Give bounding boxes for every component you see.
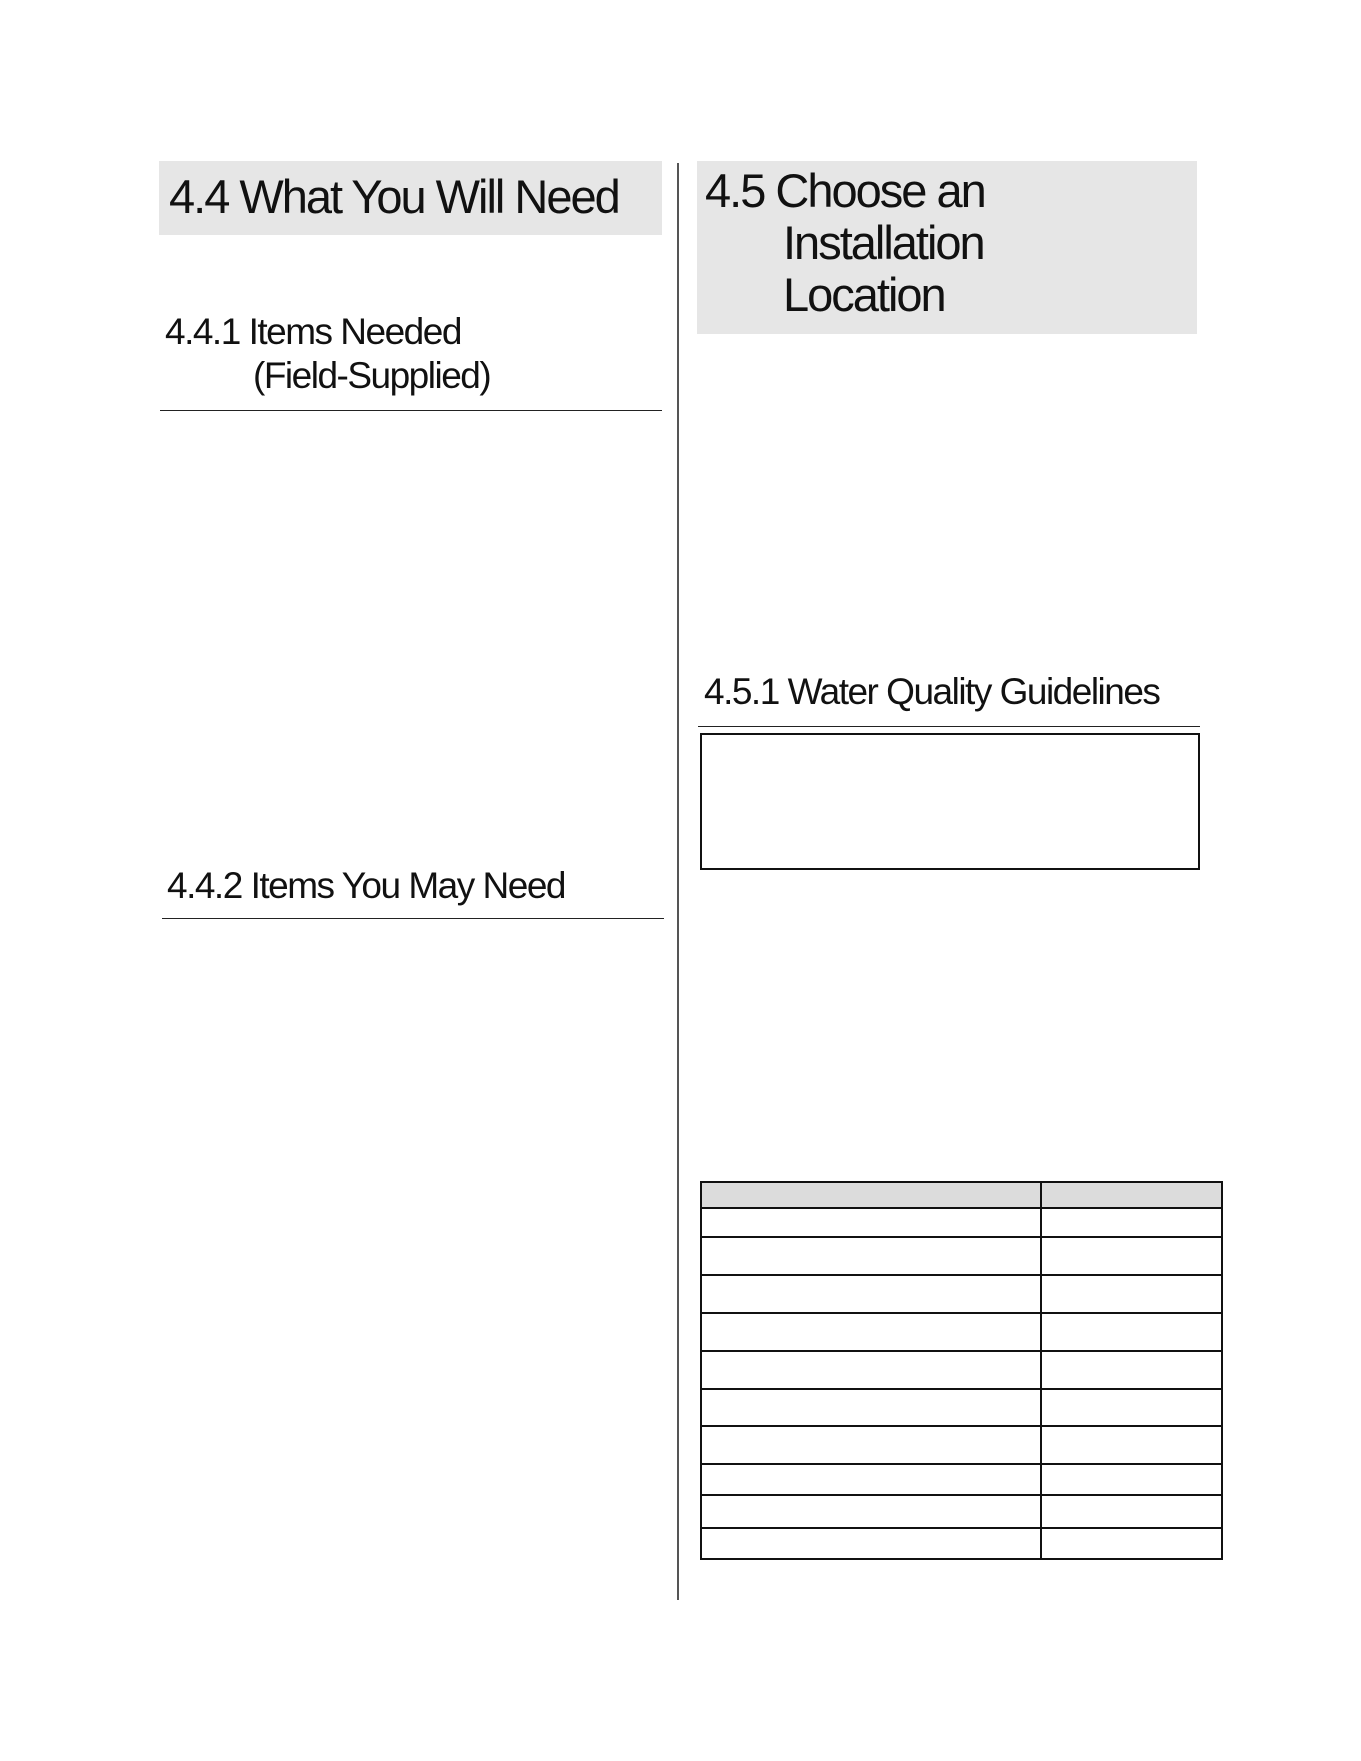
subsection-title-4-4-1 xyxy=(165,310,490,398)
table-cell xyxy=(1041,1464,1222,1495)
section-heading-4-5 xyxy=(697,161,1197,334)
table-row xyxy=(701,1208,1222,1237)
section-heading-4-4 xyxy=(159,161,662,235)
column-divider xyxy=(677,163,679,1600)
water-quality-table xyxy=(700,1181,1223,1560)
table-cell xyxy=(701,1464,1041,1495)
subsection-rule-4-5-1 xyxy=(698,726,1200,727)
table-cell xyxy=(701,1351,1041,1389)
section-title-4-5-line2: Installation xyxy=(783,216,984,269)
table-cell xyxy=(701,1528,1041,1559)
table-cell xyxy=(1041,1237,1222,1275)
table-row xyxy=(701,1275,1222,1313)
subsection-title-4-4-1-line1: 4.4.1 Items Needed xyxy=(165,311,461,352)
table-cell xyxy=(1041,1389,1222,1426)
table-cell xyxy=(1041,1313,1222,1351)
table-cell xyxy=(1041,1495,1222,1528)
table-cell xyxy=(701,1389,1041,1426)
table-cell xyxy=(701,1495,1041,1528)
table-cell xyxy=(701,1275,1041,1313)
table-row xyxy=(701,1351,1222,1389)
table-row xyxy=(701,1389,1222,1426)
section-title-4-5-line3: Location xyxy=(783,268,945,321)
subsection-title-4-5-1: 4.5.1 Water Quality Guidelines xyxy=(704,671,1160,712)
table-cell xyxy=(701,1426,1041,1464)
section-title-4-5 xyxy=(705,165,1197,321)
table-cell xyxy=(1041,1426,1222,1464)
table-cell xyxy=(1041,1351,1222,1389)
table-header-row xyxy=(701,1182,1222,1208)
table-cell xyxy=(1041,1275,1222,1313)
table-header-cell xyxy=(1041,1182,1222,1208)
table-row xyxy=(701,1464,1222,1495)
subsection-rule-4-4-1 xyxy=(160,410,662,411)
table-cell xyxy=(1041,1528,1222,1559)
section-title-4-4: 4.4 What You Will Need xyxy=(169,170,619,223)
subsection-title-4-4-1-line2: (Field-Supplied) xyxy=(253,355,491,396)
section-title-4-5-line1: 4.5 Choose an xyxy=(705,164,985,217)
subsection-rule-4-4-2 xyxy=(162,918,664,919)
table-cell xyxy=(1041,1208,1222,1237)
notice-box xyxy=(700,733,1200,870)
table-row xyxy=(701,1313,1222,1351)
table-row xyxy=(701,1237,1222,1275)
table-cell xyxy=(701,1208,1041,1237)
table-row xyxy=(701,1495,1222,1528)
table-header-cell xyxy=(701,1182,1041,1208)
table-cell xyxy=(701,1313,1041,1351)
table-row xyxy=(701,1528,1222,1559)
table-row xyxy=(701,1426,1222,1464)
table-cell xyxy=(701,1237,1041,1275)
subsection-title-4-4-2: 4.4.2 Items You May Need xyxy=(167,865,565,906)
